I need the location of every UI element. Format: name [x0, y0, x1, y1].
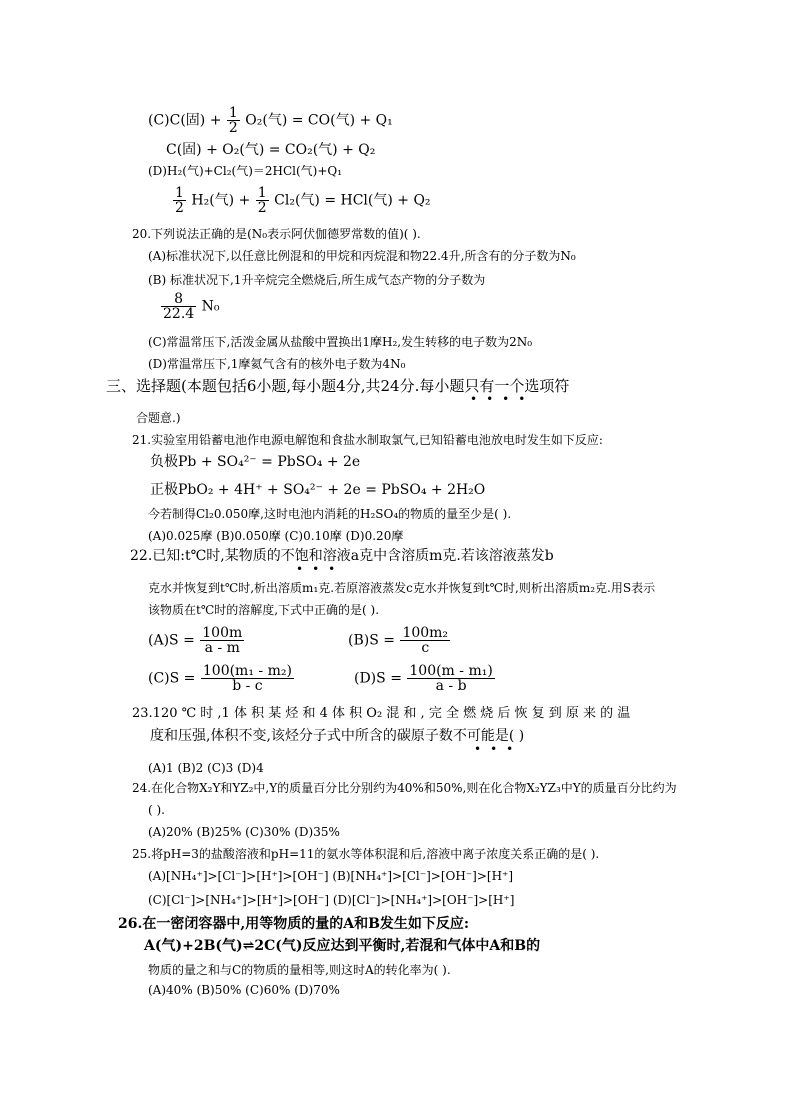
question-20-option-b: (B) 标准状况下,1升辛烷完全燃烧后,所生成气态产物的分子数为: [148, 273, 486, 287]
option-c-equation-1: [148, 106, 393, 135]
question-25-options-cd: (C)[Cl⁻]>[NH₄⁺]>[H⁺]>[OH⁻] (D)[Cl⁻]>[NH₄⁺]>[OH⁻]>[H⁺]: [148, 893, 515, 907]
fraction: [173, 186, 186, 215]
fraction: [400, 626, 450, 655]
question-20-option-a: (A)标准状况下,以任意比例混和的甲烷和丙烷混和物22.4升,所含有的分子数为N₀: [148, 249, 576, 263]
numerator: 100(m₁ - m₂): [202, 663, 292, 679]
numerator: 1: [257, 185, 267, 201]
emphasis-dots: •••: [296, 562, 345, 576]
denominator: 2: [257, 200, 267, 216]
denominator: 2: [175, 200, 184, 216]
emphasis-dots: ••••: [470, 392, 535, 406]
numerator: 100m: [202, 625, 243, 641]
denominator: a - m: [204, 640, 240, 656]
question-25-options-ab: (A)[NH₄⁺]>[Cl⁻]>[H⁺]>[OH⁻] (B)[NH₄⁺]>[Cl⁻]>[OH⁻]>[H⁺]: [148, 869, 514, 883]
question-20-option-b-fraction: [160, 292, 220, 321]
option-d-equation-2: [172, 186, 431, 215]
question-21-options: (A)0.025摩 (B)0.050摩 (C)0.10摩 (D)0.20摩: [148, 529, 404, 543]
question-22-option-d: [354, 664, 496, 693]
denominator: a - b: [435, 678, 467, 694]
question-21-negative-electrode: 负极Pb + SO₄²⁻ = PbSO₄ + 2e: [150, 454, 361, 470]
denominator: c: [421, 640, 430, 656]
question-20-option-d: (D)常温常压下,1摩氦气含有的核外电子数为4N₀: [148, 357, 406, 371]
question-25: 25.将pH=3的盐酸溶液和pH=11的氨水等体积混和后,溶液中离子浓度关系正确的是( ).: [132, 847, 600, 861]
fraction: [201, 664, 294, 693]
question-23: 23.120 ℃ 时 ,1 体 积 某 烃 和 4 体 积 O₂ 混 和 , 完 全 燃 烧 后 恢 复 到 原 来 的 温: [132, 706, 631, 721]
question-22-line-2: 克水并恢复到t℃时,析出溶质m₁克.若原溶液蒸发c克水并恢复到t℃时,则析出溶质m₂克.用S表示: [148, 581, 656, 595]
text: Cl₂(气) = HCl(气) + Q₂: [274, 192, 431, 209]
question-21: 21.实验室用铅蓄电池作电源电解饱和食盐水制取氯气,已知铅蓄电池放电时发生如下反应:: [132, 433, 603, 447]
question-22-option-c: [148, 664, 295, 693]
question-21-prompt: 今若制得Cl₂0.050摩,这时电池内消耗的H₂SO₄的物质的量至少是( ).: [148, 507, 512, 521]
question-23-line-2: 度和压强,体积不变,该烃分子式中所含的碳原子数不可能是( ): [150, 728, 525, 744]
fraction: [227, 106, 240, 135]
fraction: [256, 186, 269, 215]
question-21-positive-electrode: 正极PbO₂ + 4H⁺ + SO₄²⁻ + 2e = PbSO₄ + 2H₂O: [150, 482, 486, 498]
question-24-options: (A)20% (B)25% (C)30% (D)35%: [148, 825, 340, 839]
emphasis-dots: •••: [474, 742, 523, 756]
question-26: 26.在一密闭容器中,用等物质的量的A和B发生如下反应:: [118, 916, 470, 932]
question-26-options: (A)40% (B)50% (C)60% (D)70%: [148, 983, 340, 997]
question-24-line-2: ( ).: [148, 803, 165, 817]
numerator: 100m₂: [402, 625, 449, 641]
text: (C)S =: [148, 670, 196, 687]
question-26-equation: A(气)+2B(气)⇌2C(气)反应达到平衡时,若混和气体中A和B的: [144, 938, 541, 954]
text: O₂(气) = CO(气) + Q₁: [245, 112, 393, 129]
denominator: b - c: [232, 678, 263, 694]
text: (D)S =: [354, 670, 402, 687]
fraction: [200, 626, 244, 655]
fraction: [161, 292, 196, 321]
numerator: 1: [228, 105, 238, 121]
question-24: 24.在化合物X₂Y和YZ₂中,Y的质量百分比分别约为40%和50%,则在化合物X₂YZ₃中Y的质量百分比约为: [132, 781, 677, 795]
numerator: 8: [161, 292, 196, 307]
numerator: 100(m - m₁): [409, 663, 493, 679]
denominator: 22.4: [163, 306, 195, 322]
text: (C)C(固) +: [148, 112, 222, 129]
fraction: [407, 664, 494, 693]
text: (B)S =: [348, 632, 395, 649]
question-22-option-a: [148, 626, 245, 655]
question-20-option-c: (C)常温常压下,活泼金属从盐酸中置换出1摩H₂,发生转移的电子数为2N₀: [148, 335, 533, 349]
section-3-heading-cont: 合题意.): [136, 411, 181, 425]
option-c-equation-2: C(固) + O₂(气) = CO₂(气) + Q₂: [166, 142, 376, 158]
question-22: 22.已知:t℃时,某物质的不饱和溶液a克中含溶质m克.若该溶液蒸发b: [130, 548, 554, 564]
text: (A)S =: [148, 632, 195, 649]
text: H₂(气) +: [191, 192, 251, 209]
question-26-line-3: 物质的量之和与C的物质的量相等,则这时A的转化率为( ).: [148, 963, 451, 977]
question-23-options: (A)1 (B)2 (C)3 (D)4: [148, 761, 264, 775]
section-3-heading: 三、选择题(本题包括6小题,每小题4分,共24分.每小题只有一个选项符: [106, 377, 570, 395]
option-d-equation-1: (D)H₂(气)+Cl₂(气)＝2HCl(气)+Q₁: [148, 164, 343, 178]
numerator: 1: [175, 185, 184, 201]
question-22-line-3: 该物质在t℃时的溶解度,下式中正确的是( ).: [148, 603, 380, 617]
question-20: 20.下列说法正确的是(N₀表示阿伏伽德罗常数的值)( ).: [132, 227, 421, 241]
question-22-option-b: [348, 626, 451, 655]
text: N₀: [201, 298, 220, 315]
denominator: 2: [228, 120, 238, 136]
